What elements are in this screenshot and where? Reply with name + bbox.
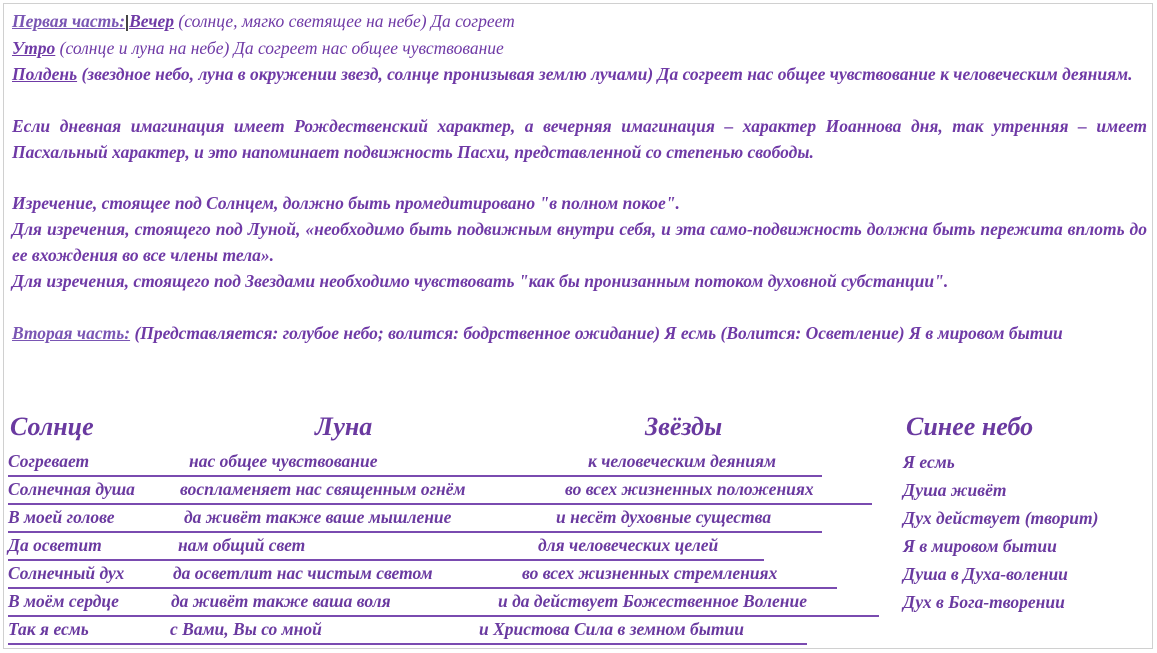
row-cell-sun: Согревает xyxy=(8,451,90,471)
paragraph-noon xyxy=(12,61,1147,87)
row-cell-moon: нам общий свет xyxy=(178,535,306,555)
table-row xyxy=(8,479,872,505)
row-cell-stars: и Христова Сила в земном бытии xyxy=(479,619,744,639)
header-sun: Солнце xyxy=(10,412,94,441)
row-cell-sky: Дух в Бога-творении xyxy=(903,592,1065,612)
row-cell-sun: Да осветит xyxy=(8,535,102,555)
table-row xyxy=(8,619,807,645)
row-cell-sky: Дух действует (творит) xyxy=(903,508,1099,528)
row-cell-moon: с Вами, Вы со мной xyxy=(170,619,322,639)
morning-text: (солнце и луна на небе) Да согреет нас общее чувствование xyxy=(55,38,504,58)
row-cell-stars: для человеческих целей xyxy=(538,535,719,555)
row-cell-sky: Я в мировом бытии xyxy=(903,536,1057,556)
paragraph-sun-saying: Изречение, стоящее под Солнцем, должно быть промедитировано "в полном покое". xyxy=(12,193,680,213)
paragraph-morning xyxy=(12,35,1147,61)
row-cell-sky: Душа в Духа-волении xyxy=(903,564,1068,584)
paragraph-stars-saying: Для изречения, стоящего под Звездами необходимо чувствовать "как бы пронизанным потоком духовной субстанции". xyxy=(12,271,949,291)
paragraph-imagination: Если дневная имагинация имеет Рождественский характер, а вечерняя имагинация – характер Иоаннова дня, так утренняя – имеет Пасхальный характер, и это напоминает подвижность Пасхи, представленной со степенью свободы. xyxy=(12,116,1147,162)
row-cell-sun: Солнечный дух xyxy=(8,563,125,583)
morning-heading: Утро xyxy=(12,38,56,58)
row-cell-stars: и несёт духовные существа xyxy=(556,507,772,527)
noon-text: (звездное небо, луна в окружении звезд, солнце пронизывая землю лучами) Да согреет нас общее чувствование к человеческим деяниям. xyxy=(77,64,1133,84)
paragraph-evening xyxy=(12,8,1147,34)
table-row xyxy=(8,507,822,533)
row-cell-sun: В моём сердце xyxy=(8,591,119,611)
part-two-text: (Представляется: голубое небо; волится: бодрственное ожидание) Я есмь (Волится: Осветление) Я в мировом бытии xyxy=(130,323,1063,343)
row-cell-sun: Так я есмь xyxy=(8,619,89,639)
row-cell-moon: да живёт также ваше мышление xyxy=(184,507,452,527)
part-one-label: Первая часть: xyxy=(12,11,126,31)
header-moon: Луна xyxy=(315,412,373,441)
part-two-label: Вторая часть: xyxy=(12,323,131,343)
row-cell-stars: во всех жизненных стремлениях xyxy=(522,563,778,583)
text-cursor-icon xyxy=(126,15,128,31)
paragraph-part-two xyxy=(12,320,1147,346)
header-stars: Звёзды xyxy=(645,412,723,441)
row-cell-sun: Солнечная душа xyxy=(8,479,135,499)
row-cell-sky: Я есмь xyxy=(903,452,955,472)
evening-heading: Вечер xyxy=(129,11,175,31)
row-cell-moon: да осветлит нас чистым светом xyxy=(173,563,433,583)
header-blue-sky: Синее небо xyxy=(906,412,1034,441)
row-cell-moon: да живёт также ваша воля xyxy=(171,591,391,611)
evening-text: (солнце, мягко светящее на небе) Да согреет xyxy=(174,11,515,31)
row-cell-moon: нас общее чувствование xyxy=(189,451,378,471)
table-row xyxy=(8,535,764,561)
row-cell-moon: воспламеняет нас священным огнём xyxy=(180,479,466,499)
row-cell-sun: В моей голове xyxy=(8,507,115,527)
noon-heading: Полдень xyxy=(12,64,78,84)
row-cell-stars: во всех жизненных положениях xyxy=(565,479,814,499)
row-cell-sky: Душа живёт xyxy=(903,480,1007,500)
table-row xyxy=(8,451,822,477)
table-row xyxy=(8,563,837,589)
row-cell-stars: к человеческим деяниям xyxy=(588,451,777,471)
row-cell-stars: и да действует Божественное Воление xyxy=(498,591,808,611)
table-row xyxy=(8,591,879,617)
paragraph-moon-saying: Для изречения, стоящего под Луной, «необходимо быть подвижным внутри себя, и эта само-подвижность должна быть пережита вплоть до ее вхождения во все члены тела». xyxy=(12,219,1147,265)
